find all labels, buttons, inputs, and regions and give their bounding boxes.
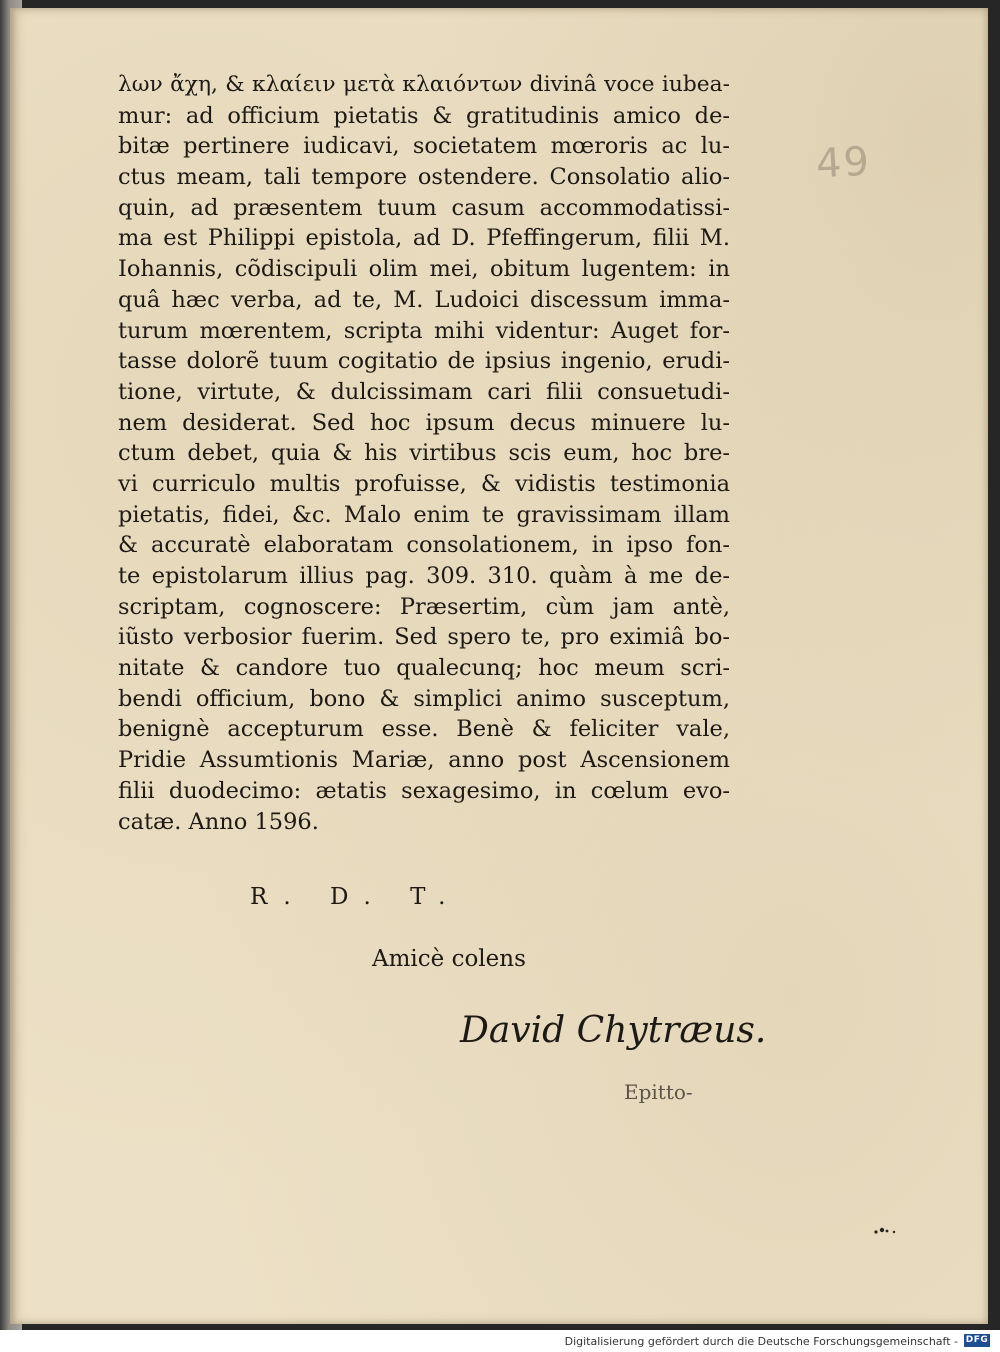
text-line: Iohannis, cõdiscipuli olim mei, obitum lugentem: in (118, 256, 730, 283)
page-gutter (10, 8, 16, 1324)
text-line: quin, ad præsentem tuum casum accommodatissi- (118, 194, 730, 221)
dfg-logo: DFG (965, 1335, 989, 1345)
text-line: & accuratè elaboratam consolationem, in ipso fon- (118, 532, 730, 559)
signature: David Chytræus. (460, 1010, 767, 1051)
text-line: vi curriculo multis profuisse, & vidistis testimonia (118, 470, 730, 497)
closing-initials: R. D. T. (250, 884, 462, 910)
text-line: te epistolarum illius pag. 309. 310. quàm à me de- (118, 563, 730, 589)
text-line: nitate & candore tuo qualecunq; hoc meum scri- (118, 655, 730, 682)
text-line: λων ἄχη, & κλαίειν μετὰ κλαιόντων divinâ voce iubea- (118, 72, 730, 97)
text-line: catæ. Anno 1596. (118, 808, 319, 835)
text-line: tione, virtute, & dulcissimam cari filii consuetudi- (118, 378, 730, 405)
text-line: bendi officium, bono & simplici animo susceptum, (118, 685, 730, 712)
text-line: mur: ad officium pietatis & gratitudinis amico de- (118, 102, 730, 129)
text-line: benignè accepturum esse. Benè & feliciter vale, (118, 716, 730, 743)
text-line: tasse dolorẽ tuum cogitatio de ipsius ingenio, erudi- (118, 348, 730, 375)
text-line: bitæ pertinere iudicavi, societatem mœroris ac lu- (118, 133, 730, 160)
text-line: ctus meam, tali tempore ostendere. Consolatio alio- (118, 164, 730, 191)
text-line: turum mœrentem, scripta mihi videntur: Auget for- (118, 317, 730, 344)
text-line: pietatis, fidei, &c. Malo enim te gravissimam illam (118, 501, 730, 528)
salutation: Amicè colens (372, 946, 526, 972)
text-line: iũsto verbosior fuerim. Sed spero te, pro eximiâ bo- (118, 624, 730, 651)
text-line: ma est Philippi epistola, ad D. Pfeffingerum, filii M. (118, 225, 730, 252)
catchword: Epitto- (624, 1080, 693, 1104)
text-line: nem desiderat. Sed hoc ipsum decus minuere lu- (118, 409, 730, 436)
body-text (118, 70, 730, 837)
ink-speck (872, 1226, 898, 1236)
footer-credit: Digitalisierung gefördert durch die Deutsche Forschungsgemeinschaft - (564, 1335, 958, 1348)
text-line: scriptam, cognoscere: Præsertim, cùm jam antè, (118, 593, 730, 620)
text-line: quâ hæc verba, ad te, M. Ludoici discessum imma- (118, 286, 730, 313)
text-line: ctum debet, quia & his virtibus scis eum, hoc bre- (118, 440, 730, 467)
text-line: filii duodecimo: ætatis sexagesimo, in cœlum evo- (118, 777, 730, 804)
folio-number: 49 (814, 138, 873, 188)
text-line: Pridie Assumtionis Mariæ, anno post Ascensionem (118, 747, 730, 774)
